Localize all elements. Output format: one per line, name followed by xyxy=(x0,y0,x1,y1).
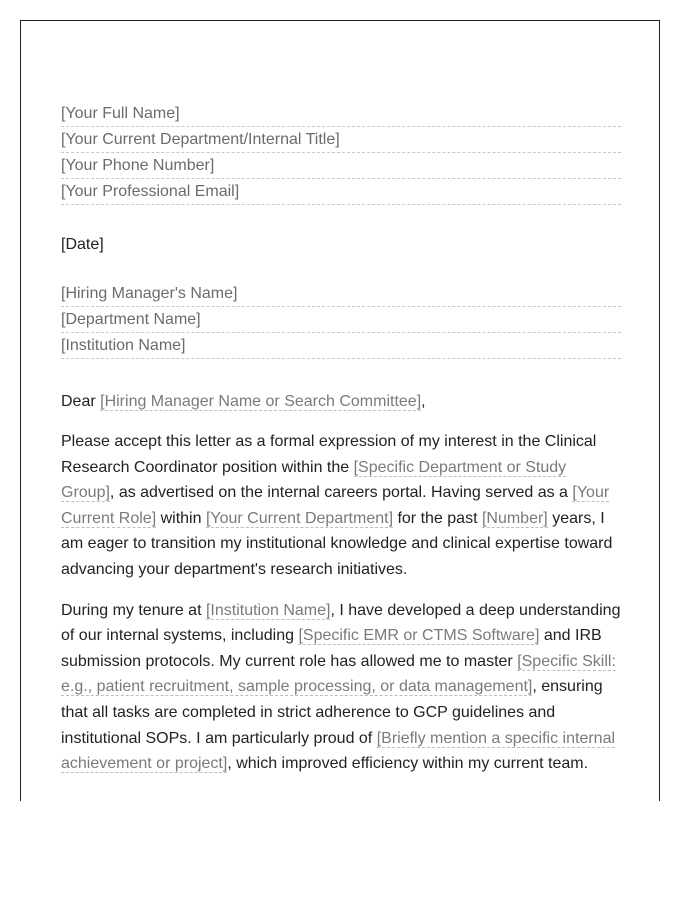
p2-text-2: , I have developed a deep understanding of our internal systems, including xyxy=(61,601,621,645)
p2-placeholder-achievement[interactable]: [Briefly mention a specific internal achievement or project] xyxy=(61,729,616,773)
recipient-block xyxy=(61,281,621,359)
recipient-department[interactable]: [Department Name] xyxy=(61,307,621,333)
letter-date[interactable]: [Date] xyxy=(61,236,104,253)
salutation-suffix: , xyxy=(421,393,426,410)
p1-placeholder-department[interactable]: [Specific Department or Study Group] xyxy=(61,458,567,502)
paragraph-tenure xyxy=(61,598,621,777)
p2-placeholder-skill[interactable]: [Specific Skill: e.g., patient recruitment, sample processing, or data management] xyxy=(61,652,616,696)
salutation xyxy=(61,389,621,414)
p1-placeholder-current-department[interactable]: [Your Current Department] xyxy=(205,509,394,527)
recipient-institution[interactable]: [Institution Name] xyxy=(61,333,621,359)
salutation-placeholder[interactable]: [Hiring Manager Name or Search Committee] xyxy=(100,393,422,410)
sender-title[interactable]: [Your Current Department/Internal Title] xyxy=(61,127,621,153)
sender-email[interactable]: [Your Professional Email] xyxy=(61,179,621,205)
sender-name[interactable]: [Your Full Name] xyxy=(61,101,621,127)
p1-text-4: for the past xyxy=(393,509,482,527)
sender-block xyxy=(61,101,621,205)
salutation-prefix: Dear xyxy=(61,393,101,410)
p2-text-5: , which improved efficiency within my current team. xyxy=(227,755,589,773)
p2-text-3: and IRB submission protocols. My current role has allowed me to master xyxy=(61,627,602,670)
p1-placeholder-role[interactable]: [Your Current Role] xyxy=(61,484,610,527)
recipient-manager[interactable]: [Hiring Manager's Name] xyxy=(61,281,621,307)
p1-text-3: within xyxy=(156,509,206,527)
p1-text-1: Please accept this letter as a formal expression of my interest in the Clinical Research Coordinator position within the xyxy=(61,433,597,476)
p1-placeholder-number[interactable]: [Number] xyxy=(481,509,548,527)
p2-placeholder-institution[interactable]: [Institution Name] xyxy=(205,601,331,619)
p2-text-4: , ensuring that all tasks are completed in strict adherence to GCP guidelines and institutional SOPs. I am particularly proud of xyxy=(61,678,603,747)
letter-content xyxy=(61,101,621,777)
sender-phone[interactable]: [Your Phone Number] xyxy=(61,153,621,179)
p2-placeholder-software[interactable]: [Specific EMR or CTMS Software] xyxy=(298,627,540,645)
letter-page xyxy=(20,20,660,801)
p2-text-1: During my tenure at xyxy=(61,601,206,619)
paragraph-interest xyxy=(61,429,621,583)
p1-text-5: years, I am eager to transition my institutional knowledge and clinical expertise toward advancing your department's research initiatives. xyxy=(61,509,613,578)
p1-text-2: , as advertised on the internal careers portal. Having served as a xyxy=(109,484,573,502)
